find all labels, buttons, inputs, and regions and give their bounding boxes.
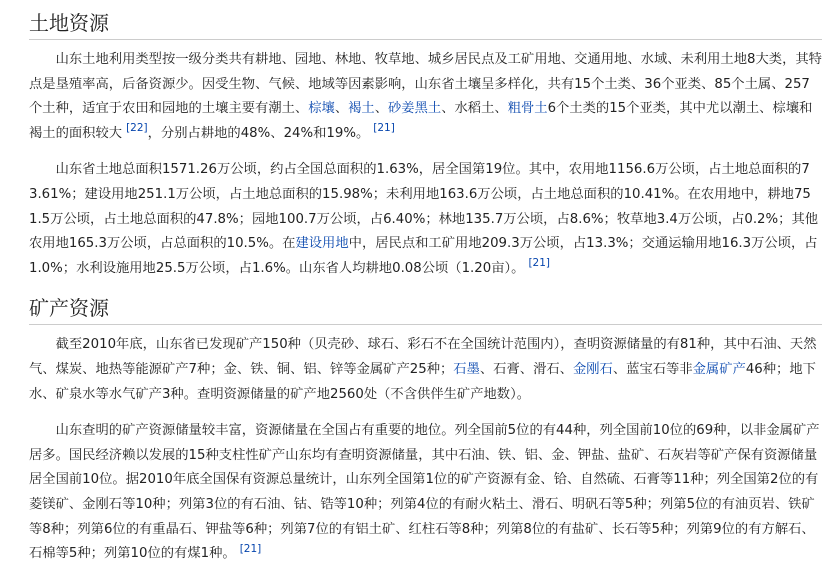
text-run: ，分别占耕地的48%、24%和19%。: [147, 125, 370, 141]
text-run: 、: [334, 101, 349, 117]
paragraph: [29, 419, 822, 567]
wiki-link[interactable]: 砂姜黑土: [388, 101, 442, 117]
reference-link[interactable]: [21]: [239, 542, 262, 555]
reference-link[interactable]: [22]: [126, 122, 148, 135]
wiki-link[interactable]: 金属矿产: [692, 361, 746, 377]
wiki-link[interactable]: 褐土: [348, 101, 375, 117]
wiki-link[interactable]: 石墨: [453, 361, 480, 377]
text-run: 山东土地利用类型按一级分类共有耕地、园地、林地、牧草地、城乡居民点及工矿用地、交通用地、水域、未利用土地8大类，其特点是垦殖率高，后备资源少。因受生物、气候、地域等因素影响，山东省土壤呈多样化，共有15个土类、36个亚类、85个土属、257个土种，适宜于农田和园地的土壤主要有潮土、: [29, 52, 822, 117]
wiki-link[interactable]: 粗骨土: [507, 101, 548, 117]
text-run: 、: [374, 101, 389, 117]
text-run: 山东省土地总面积1571.26万公顷，约占全国总面积的1.63%，居全国第19位。其中，农用地1156.6万公顷，占土地总面积的73.61%；建设用地251.1万公顷，占土地总面积的15.98%；未利用地163.6万公顷，占土地总面积的10.41%。在农用地中，耕地751.5万公顷，占土地总面积的47.8%；园地100.7万公顷，占6.40%；林地135.7万公顷，占8.6%；牧草地3.4万公顷，占0.2%；其他农用地165.3万公顷，占总面积的10.5%。在: [29, 162, 819, 252]
section-heading-minerals: 矿产资源: [29, 295, 822, 325]
text-run: 山东查明的矿产资源储量较丰富，资源储量在全国占有重要的地位。列全国前5位的有44种，列全国前10位的69种，以非金属矿产居多。国民经济赖以发展的15种支柱性矿产山东均有查明资源储量，其中石油、铁、铝、金、钾盐、盐矿、石灰岩等矿产保有资源储量居全国前10位。据2010年底全国保有资源总量统计，山东列全国第1位的矿产资源有金、铪、自然硫、石膏等11种；列全国第2位的有菱镁矿、金刚石等10种；列第3位的有石油、钴、锆等10种；列第4位的有耐火粘土、滑石、明矾石等5种；列第5位的有油页岩、铁矿等8种；列第6位的有重晶石、钾盐等6种；列第7位的有铝土矿、红柱石等8种；列第8位的有盐矿、长石等5种；列第9位的有方解石、石棉等5种；列第10位的有煤1种。: [29, 423, 820, 562]
paragraph: [29, 48, 822, 146]
reference-link[interactable]: [21]: [528, 257, 551, 270]
wiki-link[interactable]: 棕壤: [308, 101, 335, 117]
reference-link[interactable]: [21]: [373, 122, 395, 135]
paragraph: [29, 333, 822, 407]
text-run: 46种；地下水、矿泉水等水气矿产3种。查明资源储量的矿产地2560处（不含供伴生矿产地数）。: [29, 361, 816, 402]
text-run: 、水稻土、: [441, 101, 508, 117]
text-run: 、石膏、滑石、: [479, 361, 573, 377]
text-run: 、蓝宝石等非: [612, 361, 693, 377]
text-run: 中，居民点和工矿用地209.3万公顷，占13.3%；交通运输用地16.3万公顷，占1.0%；水利设施用地25.5万公顷，占1.6%。山东省人均耕地0.08公顷（1.20亩）。: [29, 236, 818, 276]
paragraph: [29, 158, 822, 281]
section-heading-land: 土地资源: [29, 10, 822, 40]
wiki-link[interactable]: 金刚石: [572, 361, 613, 377]
wiki-link[interactable]: 建设用地: [295, 236, 349, 252]
text-run: 6个土类的15个亚类，其中尤以潮土、棕壤和褐土的面积较大: [29, 101, 813, 141]
text-run: 截至2010年底，山东省已发现矿产150种（贝壳砂、球石、彩石不在全国统计范围内），查明资源储量的有81种，其中石油、天然气、煤炭、地热等能源矿产7种；金、铁、铜、铝、锌等金属矿产25种；: [29, 337, 817, 377]
